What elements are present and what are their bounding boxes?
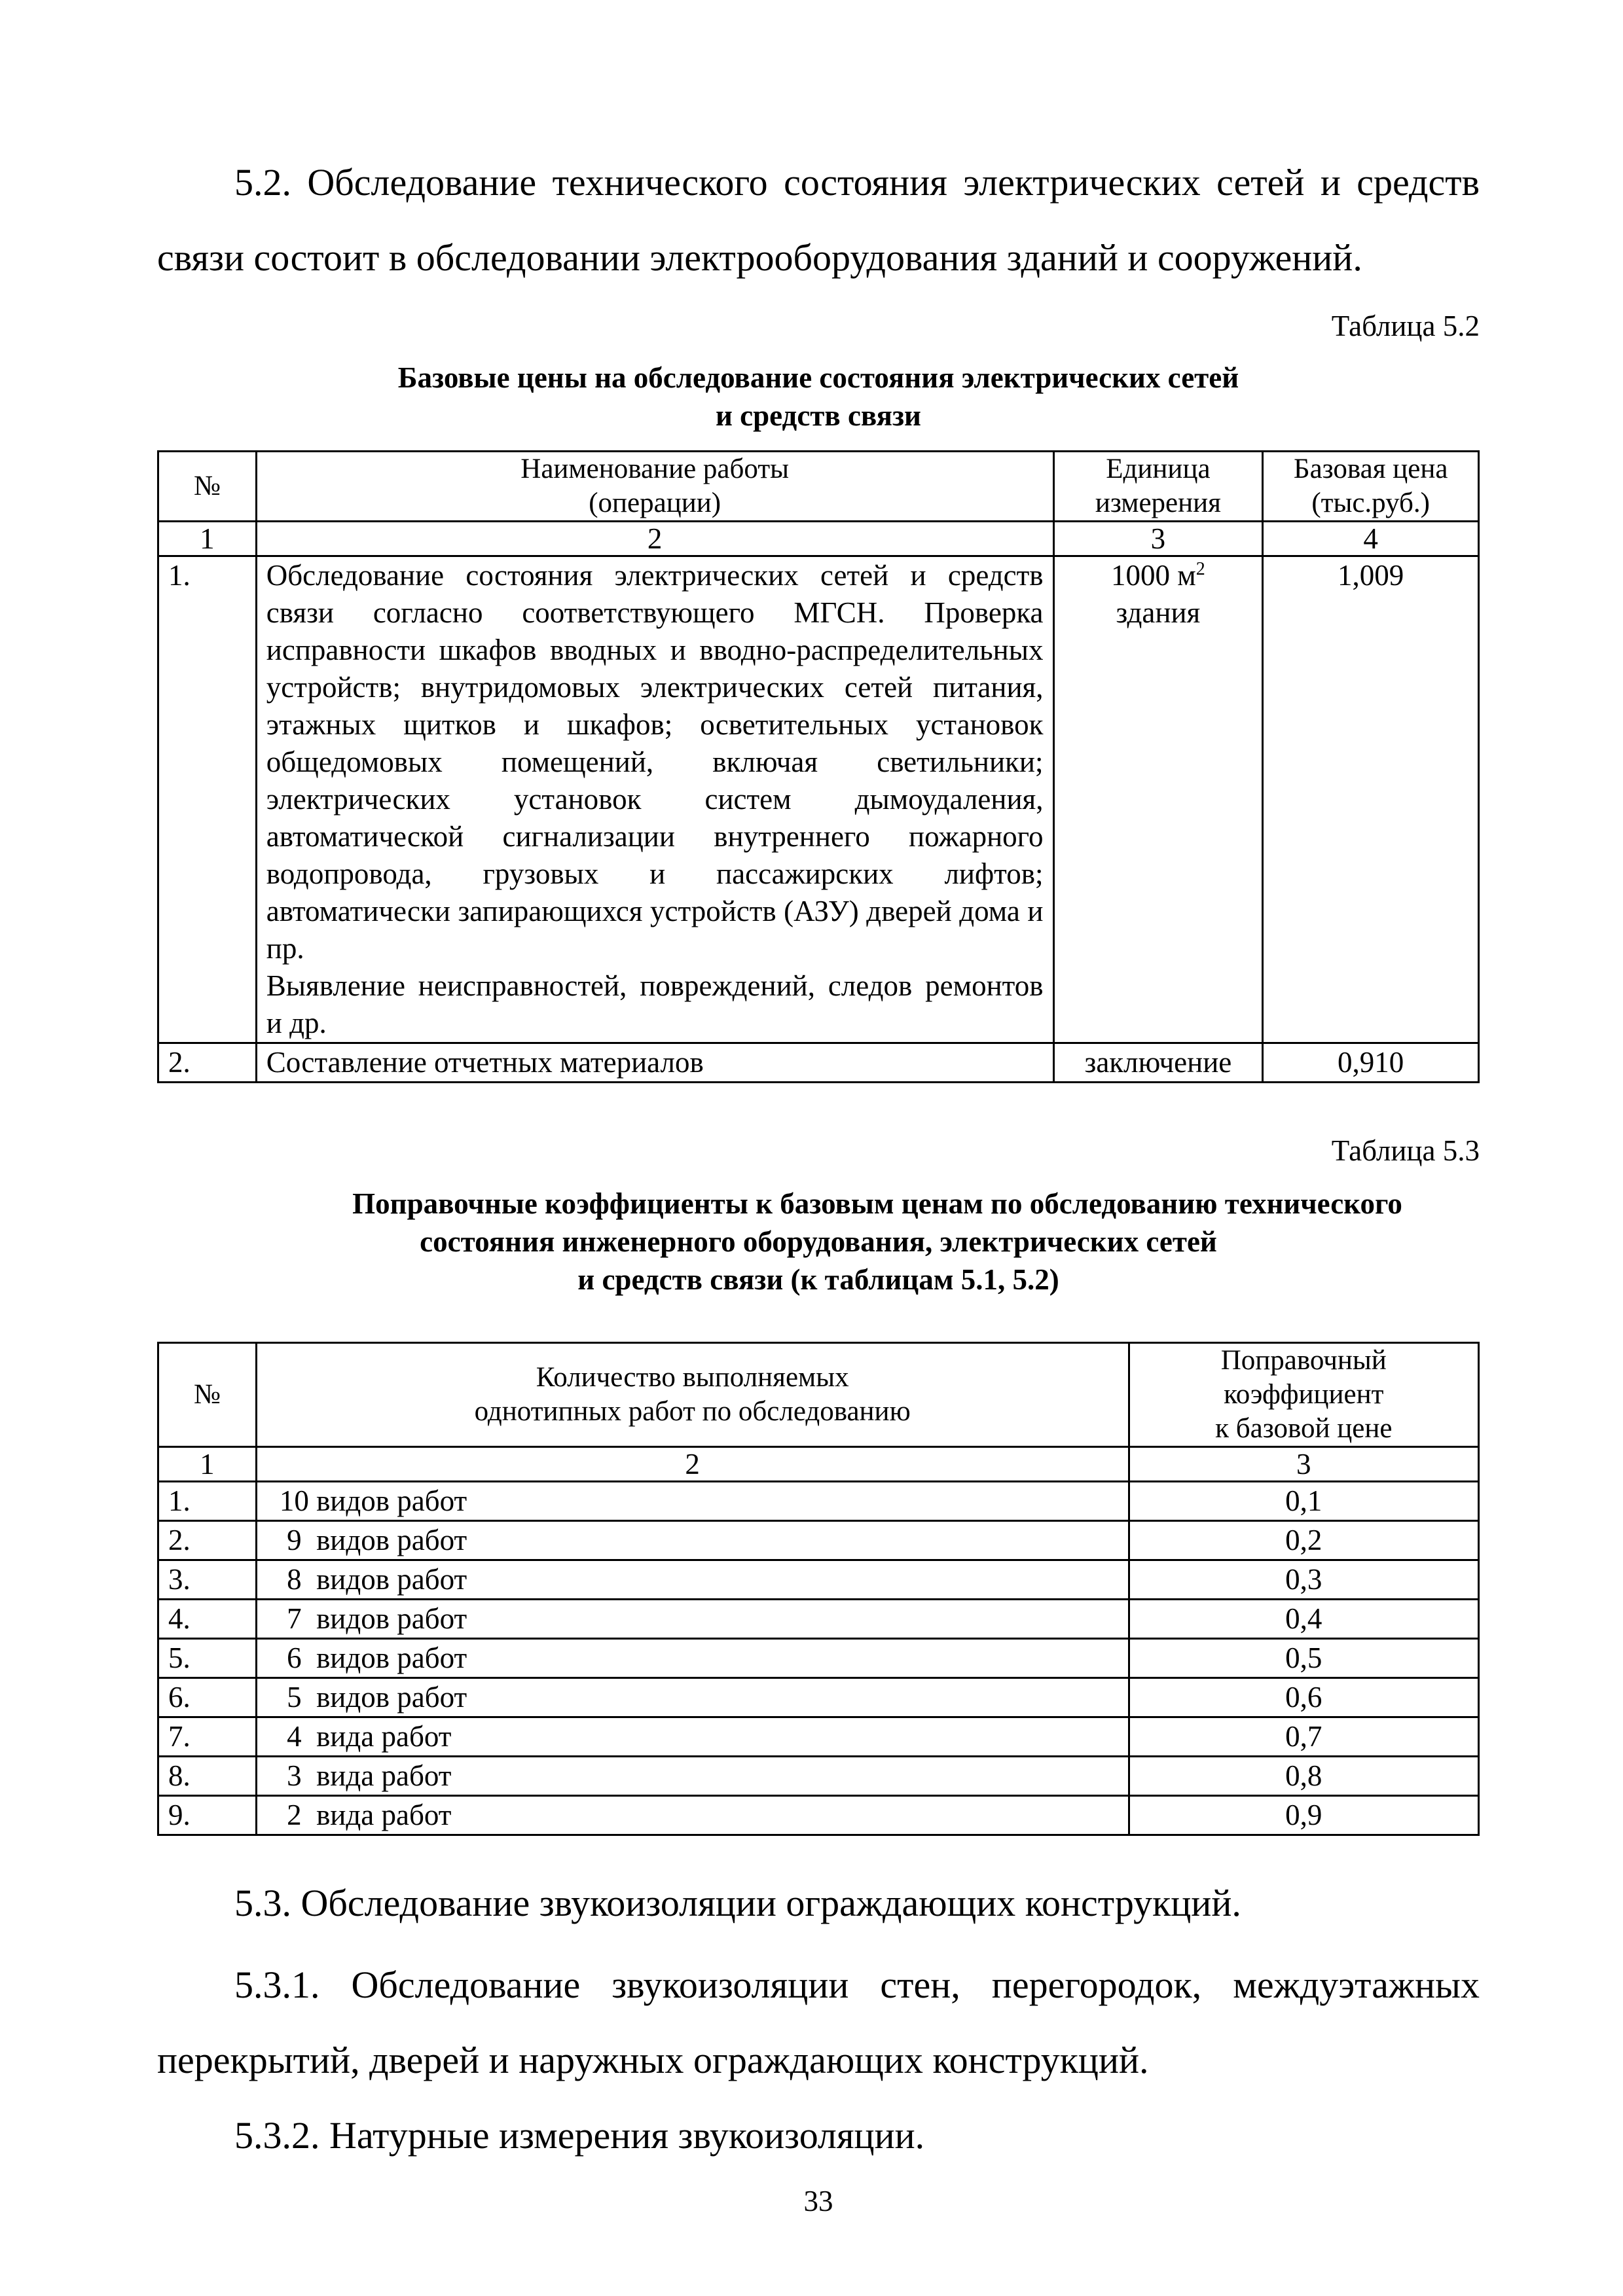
row-quantity: 4 вида работ: [256, 1717, 1129, 1757]
row-coefficient: 0,3: [1129, 1560, 1478, 1600]
row-coefficient: 0,8: [1129, 1757, 1478, 1796]
header-price: [1263, 452, 1479, 522]
header-price-line2: (тыс.руб.): [1311, 488, 1430, 518]
row-number: 4.: [158, 1600, 257, 1639]
table-row: [158, 1796, 1479, 1835]
table-row: [158, 1717, 1479, 1757]
row-coefficient: 0,4: [1129, 1600, 1478, 1639]
unit-base: 1000 м: [1111, 559, 1196, 592]
col-number: 2: [256, 522, 1053, 556]
unit-superscript: 2: [1195, 559, 1205, 579]
table-5-3-title-line2: состояния инженерного оборудования, электрических сетей: [420, 1225, 1217, 1258]
row-coefficient: 0,9: [1129, 1796, 1478, 1835]
header-quantity: [256, 1343, 1129, 1447]
row-quantity: 9 видов работ: [256, 1521, 1129, 1560]
header-quantity-line1: Количество выполняемых: [536, 1362, 849, 1393]
table-row: [158, 1757, 1479, 1796]
header-name-line2: (операции): [589, 488, 721, 518]
row-number: 2.: [158, 1521, 257, 1560]
row-work-name: [256, 556, 1053, 1043]
table-row: [158, 1560, 1479, 1600]
row-unit: заключение: [1053, 1043, 1263, 1083]
table-row: [158, 1482, 1479, 1521]
table-5-2: [157, 450, 1480, 1083]
row-price: 0,910: [1263, 1043, 1479, 1083]
header-coefficient-line3: к базовой цене: [1215, 1413, 1393, 1444]
table-5-3-label: Таблица 5.3: [1331, 1134, 1480, 1167]
table-5-2-title-line1: Базовые цены на обследование состояния электрических сетей: [397, 361, 1239, 394]
row-number: 7.: [158, 1717, 257, 1757]
row-work-extra: Выявление неисправностей, повреждений, следов ремонтов и др.: [266, 969, 1044, 1039]
table-row: [158, 1600, 1479, 1639]
row-quantity: 5 видов работ: [256, 1678, 1129, 1717]
table-5-3-body: [158, 1482, 1479, 1835]
row-price: 1,009: [1263, 556, 1479, 1043]
header-unit-line2: измерения: [1095, 488, 1221, 518]
header-price-line1: Базовая цена: [1293, 454, 1448, 484]
table-5-2-column-numbers: [158, 522, 1479, 556]
col-number: 3: [1129, 1447, 1478, 1482]
section-5-3-2-paragraph: 5.3.2. Натурные измерения звукоизоляции.: [234, 2114, 925, 2157]
table-5-3: [157, 1342, 1480, 1836]
row-number: 1.: [158, 556, 257, 1043]
table-row: [158, 556, 1479, 1043]
table-5-3-column-numbers: [158, 1447, 1479, 1482]
row-number: 1.: [158, 1482, 257, 1521]
table-5-2-label: Таблица 5.2: [1331, 310, 1480, 342]
table-row: [158, 1678, 1479, 1717]
row-work-description: Составление отчетных материалов: [256, 1043, 1053, 1083]
row-number: 9.: [158, 1796, 257, 1835]
table-5-3-title: [157, 1185, 1480, 1299]
table-row: [158, 1521, 1479, 1560]
header-unit: [1053, 452, 1263, 522]
row-number: 3.: [158, 1560, 257, 1600]
page-number: 33: [803, 2185, 833, 2217]
header-coefficient-line1: Поправочный: [1220, 1345, 1387, 1376]
table-5-3-header-row: [158, 1343, 1479, 1447]
row-quantity: 3 вида работ: [256, 1757, 1129, 1796]
section-5-3-heading: 5.3. Обследование звукоизоляции ограждающих конструкций.: [234, 1882, 1241, 1924]
row-quantity: 2 вида работ: [256, 1796, 1129, 1835]
row-coefficient: 0,6: [1129, 1678, 1478, 1717]
col-number: 4: [1263, 522, 1479, 556]
col-number: 3: [1053, 522, 1263, 556]
row-number: 2.: [158, 1043, 257, 1083]
header-num: №: [158, 452, 257, 522]
table-5-2-title: [157, 359, 1480, 435]
row-quantity: 6 видов работ: [256, 1639, 1129, 1678]
row-unit: [1053, 556, 1263, 1043]
intro-paragraph: 5.2. Обследование технического состояния электрических сетей и средств связи состоит в обследовании электрооборудования зданий и сооружений.: [157, 161, 1480, 279]
header-quantity-line2: однотипных работ по обследованию: [474, 1396, 911, 1427]
table-5-2-header-row: [158, 452, 1479, 522]
row-work-description: Обследование состояния электрических сетей и средств связи согласно соответствующего МГСН. Проверка исправности шкафов вводных и вводно-распределительных устройств; внутридомовых электрических сетей питания, этажных щитков и шкафов; осветительных установок общедомовых помещений, включая светильники; электрических установок систем дымоудаления, автоматической сигнализации внутреннего пожарного водопровода, грузовых и пассажирских лифтов; автоматически запирающихся устройств (АЗУ) дверей дома и пр.: [266, 559, 1044, 965]
header-unit-line1: Единица: [1106, 454, 1211, 484]
row-number: 8.: [158, 1757, 257, 1796]
header-coefficient: [1129, 1343, 1478, 1447]
row-number: 5.: [158, 1639, 257, 1678]
row-number: 6.: [158, 1678, 257, 1717]
row-coefficient: 0,5: [1129, 1639, 1478, 1678]
col-number: 2: [256, 1447, 1129, 1482]
row-quantity: 8 видов работ: [256, 1560, 1129, 1600]
table-row: [158, 1639, 1479, 1678]
header-num: №: [158, 1343, 257, 1447]
section-5-3-1-paragraph: 5.3.1. Обследование звукоизоляции стен, перегородок, междуэтажных перекрытий, дверей и наружных ограждающих конструкций.: [157, 1964, 1480, 2081]
row-quantity: 7 видов работ: [256, 1600, 1129, 1639]
header-coefficient-line2: коэффициент: [1224, 1379, 1384, 1410]
col-number: 1: [158, 522, 257, 556]
row-quantity: 10 видов работ: [256, 1482, 1129, 1521]
table-row: [158, 1043, 1479, 1083]
row-coefficient: 0,7: [1129, 1717, 1478, 1757]
header-name: [256, 452, 1053, 522]
row-coefficient: 0,1: [1129, 1482, 1478, 1521]
header-name-line1: Наименование работы: [520, 454, 789, 484]
table-5-3-title-line3: и средств связи (к таблицам 5.1, 5.2): [577, 1263, 1059, 1296]
col-number: 1: [158, 1447, 257, 1482]
row-coefficient: 0,2: [1129, 1521, 1478, 1560]
table-5-2-title-line2: и средств связи: [716, 399, 921, 432]
unit-suffix: здания: [1116, 596, 1201, 629]
table-5-3-title-line1: Поправочные коэффициенты к базовым ценам по обследованию технического: [352, 1187, 1402, 1220]
